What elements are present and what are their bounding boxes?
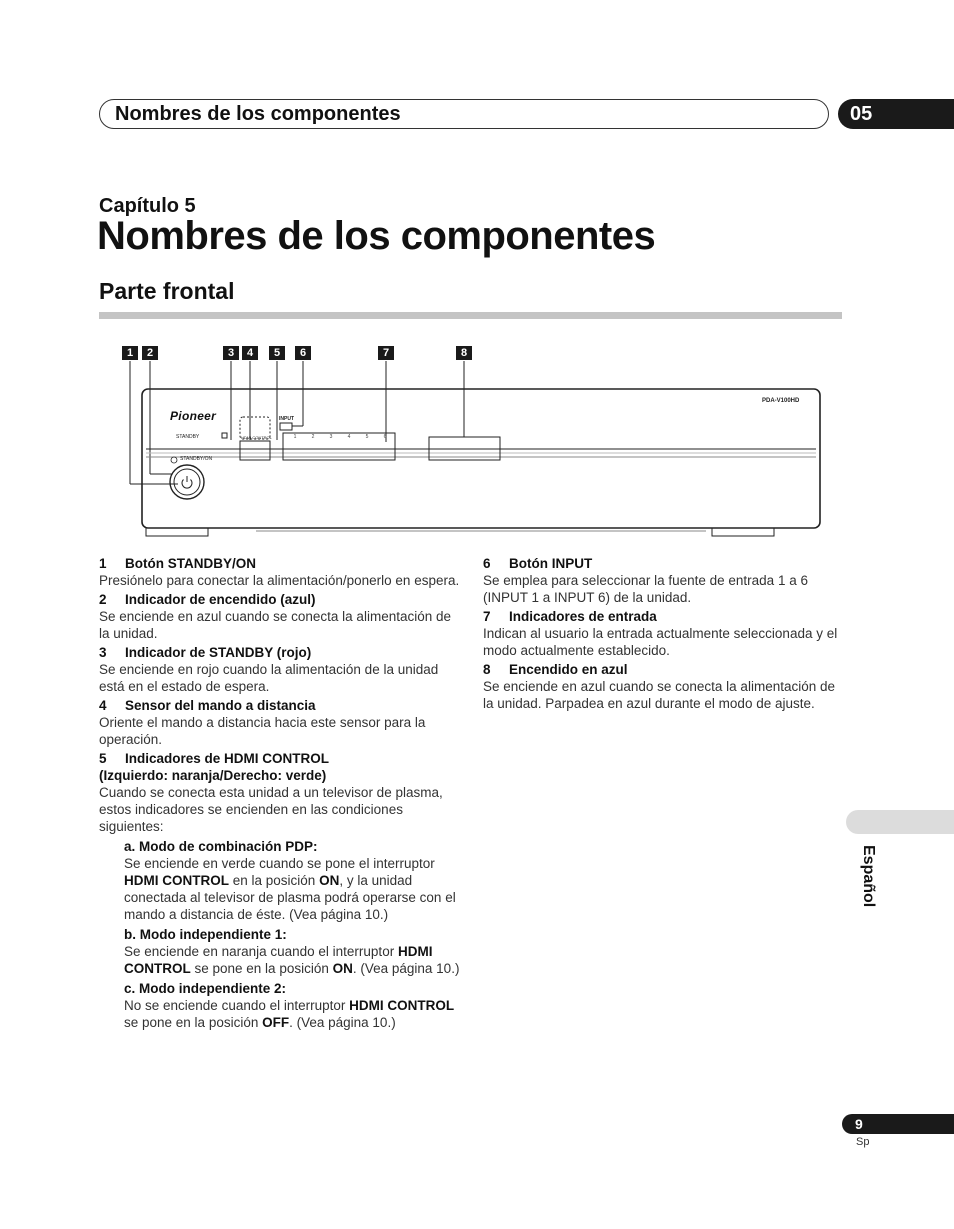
- subitem-title: a. Modo de combinación PDP:: [124, 839, 318, 854]
- page-language-code: Sp: [856, 1136, 870, 1148]
- subitem-c: [99, 980, 464, 1031]
- item-description: Se enciende en azul cuando se conecta la alimentación de la unidad. Parpadea en azul durante el modo de ajuste.: [483, 679, 835, 711]
- text-run: No se enciende cuando el interruptor: [124, 998, 350, 1013]
- item-1: [99, 555, 464, 589]
- input-button-shape: [280, 423, 292, 430]
- subitem-b: [99, 926, 464, 977]
- subitem-a: [99, 838, 464, 923]
- standby-led: [222, 433, 227, 438]
- subitem-title: c. Modo independiente 2:: [124, 981, 287, 996]
- callout-4: 4: [242, 346, 258, 360]
- item-title: Botón INPUT: [509, 556, 593, 571]
- text-run: se pone en la posición: [190, 961, 333, 976]
- callout-7: 7: [378, 346, 394, 360]
- item-title: Indicadores de HDMI CONTROL: [125, 751, 330, 766]
- chassis-outline: [142, 389, 820, 528]
- item-number: 6: [483, 556, 491, 571]
- subitem-title: b. Modo independiente 1:: [124, 927, 287, 942]
- item-number: 5: [99, 751, 107, 766]
- language-tab: [846, 810, 954, 834]
- section-heading: Parte frontal: [99, 278, 235, 304]
- input-number: 3: [329, 434, 333, 440]
- item-6: [483, 555, 845, 606]
- hdmi-control-label: HDMI CONTROL: [241, 435, 272, 440]
- text-run: se pone en la posición: [124, 1015, 263, 1030]
- item-number: 1: [99, 556, 107, 571]
- text-run: , y la unidad conectada al televisor de plasma podrá operarse con el mando a distancia de éste. (Vea página 10.): [124, 873, 456, 922]
- item-description: Se emplea para seleccionar la fuente de entrada 1 a 6 (INPUT 1 a INPUT 6) de la unidad.: [483, 573, 808, 605]
- left-column: [99, 555, 464, 1033]
- text-run: en la posición: [229, 873, 320, 888]
- input-label: INPUT: [279, 416, 294, 422]
- item-title: Indicador de encendido (azul): [125, 592, 316, 607]
- text-run-bold: OFF: [262, 1015, 290, 1030]
- item-4: [99, 697, 464, 748]
- callout-2: 2: [142, 346, 158, 360]
- item-title: Indicador de STANDBY (rojo): [125, 645, 312, 660]
- item-title: Botón STANDBY/ON: [125, 556, 256, 571]
- text-run-bold: ON: [319, 873, 340, 888]
- language-label: Español: [860, 845, 877, 908]
- item-description: Indican al usuario la entrada actualmente seleccionada y el modo actualmente establecido.: [483, 626, 838, 658]
- callout-3: 3: [223, 346, 239, 360]
- text-run: Se enciende en naranja cuando el interruptor: [124, 944, 398, 959]
- callout-1: 1: [122, 346, 138, 360]
- item-description: Cuando se conecta esta unidad a un televisor de plasma, estos indicadores se encienden en las condiciones siguientes:: [99, 785, 443, 834]
- text-run: . (Vea página 10.): [289, 1015, 396, 1030]
- text-run: . (Vea página 10.): [352, 961, 460, 976]
- item-8: [483, 661, 845, 712]
- item-description: Se enciende en azul cuando se conecta la alimentación de la unidad.: [99, 609, 451, 641]
- item-description: Oriente el mando a distancia hacia este sensor para la operación.: [99, 715, 426, 747]
- page-title: Nombres de los componentes: [97, 214, 656, 258]
- callout-8: 8: [456, 346, 472, 360]
- item-description: Se enciende en rojo cuando la alimentación de la unidad está en el estado de espera.: [99, 662, 439, 694]
- input-number: 2: [311, 434, 315, 440]
- foot-right: [712, 528, 774, 536]
- text-run-bold: HDMI CONTROL: [349, 998, 455, 1013]
- item-number: 4: [99, 698, 107, 713]
- item-7: [483, 608, 845, 659]
- input-number-row: [286, 434, 394, 440]
- item-title: Encendido en azul: [509, 662, 628, 677]
- item-number: 3: [99, 645, 107, 660]
- item-title: Sensor del mando a distancia: [125, 698, 316, 713]
- text-run: Se enciende en verde cuando se pone el interruptor: [124, 856, 435, 871]
- standby-label: STANDBY: [176, 434, 200, 440]
- item-title-line2: (Izquierdo: naranja/Derecho: verde): [99, 768, 327, 783]
- input-number: 6: [383, 434, 387, 440]
- text-run-bold: ON: [332, 961, 353, 976]
- input-number: 4: [347, 434, 351, 440]
- item-title: Indicadores de entrada: [509, 609, 657, 624]
- item-number: 2: [99, 592, 107, 607]
- callout-6: 6: [295, 346, 311, 360]
- foot-left: [146, 528, 208, 536]
- power-led-icon: [171, 457, 177, 463]
- item-2: [99, 591, 464, 642]
- callout-5: 5: [269, 346, 285, 360]
- front-panel-diagram: [0, 0, 954, 560]
- chapter-number-badge: 05: [838, 99, 954, 129]
- text-run-bold: HDMI CONTROL: [124, 873, 229, 888]
- item-3: [99, 644, 464, 695]
- right-column: [483, 555, 845, 714]
- header-title: Nombres de los componentes: [115, 103, 401, 125]
- item-number: 7: [483, 609, 491, 624]
- item-5: [99, 750, 464, 1031]
- input-number: 5: [365, 434, 369, 440]
- brand-logo: Pioneer: [170, 409, 217, 423]
- model-label: PDA-V100HD: [762, 398, 800, 404]
- item-description: Presiónelo para conectar la alimentación/ponerlo en espera.: [99, 573, 460, 588]
- item-number: 8: [483, 662, 491, 677]
- standby-on-label: STANDBY/ON: [180, 456, 213, 462]
- page-number: 9: [855, 1116, 863, 1132]
- chapter-label: Capítulo 5: [99, 195, 196, 217]
- text-run-bold: HDMI CONTROL: [124, 944, 433, 976]
- input-number: 1: [293, 434, 297, 440]
